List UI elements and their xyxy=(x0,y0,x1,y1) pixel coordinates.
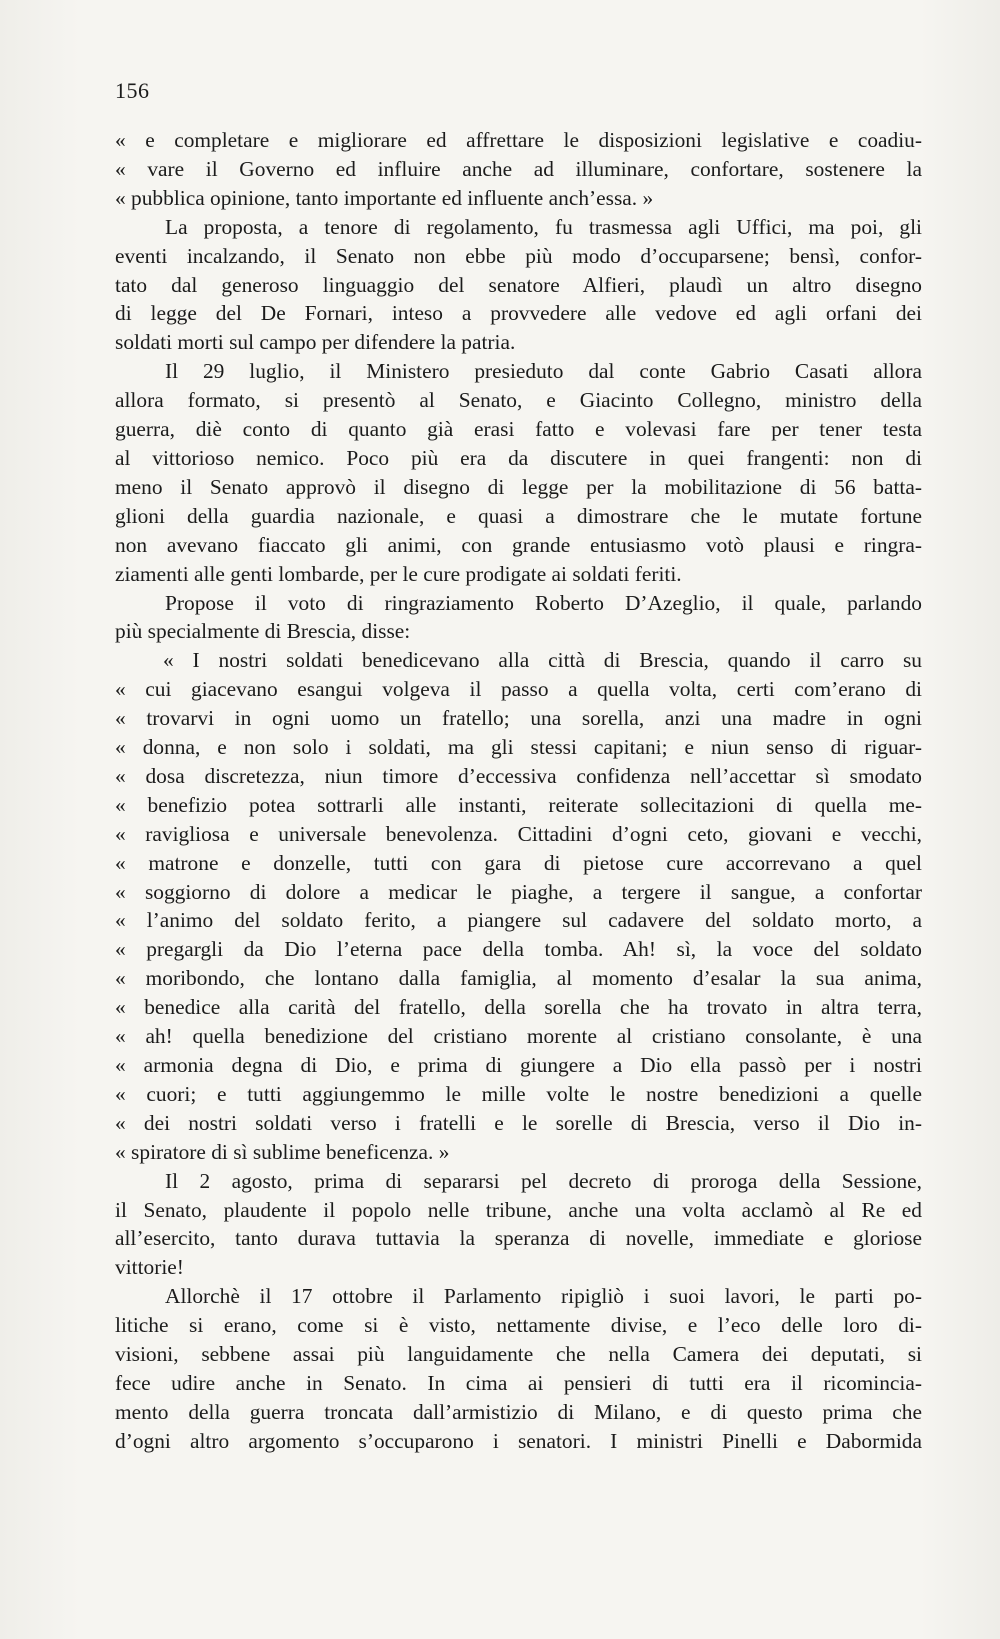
text-line: vittorie! xyxy=(115,1255,184,1280)
text-line: eventi incalzando, il Senato non ebbe più modo d’occuparsene; bensì, confor- xyxy=(115,243,922,268)
text-line: « dei nostri soldati verso i fratelli e le sorelle di Brescia, verso il Dio in- xyxy=(115,1110,922,1135)
text-line: glioni della guardia nazionale, e quasi a dimostrare che le mutate fortune xyxy=(115,503,922,528)
text-line: « cuori; e tutti aggiungemmo le mille volte le nostre benedizioni a quelle xyxy=(115,1081,922,1106)
text-line: Il 2 agosto, prima di separarsi pel decreto di proroga della Sessione, xyxy=(165,1168,922,1193)
text-line: al vittorioso nemico. Poco più era da discutere in quei frangenti: non di xyxy=(115,445,922,470)
text-line: « benefizio potea sottrarli alle instanti, reiterate sollecitazioni di quella me- xyxy=(115,792,922,817)
text-line: mento della guerra troncata dall’armistizio di Milano, e di questo prima che xyxy=(115,1399,922,1424)
text-line: Propose il voto di ringraziamento Roberto D’Azeglio, il quale, parlando xyxy=(165,590,922,615)
text-line: « pubblica opinione, tanto importante ed influente anch’essa. » xyxy=(115,185,654,210)
text-line: « benedice alla carità del fratello, della sorella che ha trovato in altra terra, xyxy=(115,995,922,1020)
page-number: 156 xyxy=(115,78,150,103)
text-line: fece udire anche in Senato. In cima ai pensieri di tutti era il ricomincia- xyxy=(115,1370,922,1395)
text-line: all’esercito, tanto durava tuttavia la speranza di novelle, immediate e gloriose xyxy=(115,1226,922,1251)
text-line: meno il Senato approvò il disegno di legge per la mobilitazione di 56 batta- xyxy=(115,474,922,499)
text-line: soldati morti sul campo per difendere la patria. xyxy=(115,330,516,355)
text-line: allora formato, si presentò al Senato, e Giacinto Collegno, ministro della xyxy=(115,388,922,413)
text-line: « dosa discretezza, niun timore d’eccessiva confidenza nell’accettar sì smodato xyxy=(115,763,922,788)
text-line: « ah! quella benedizione del cristiano morente al cristiano consolante, è una xyxy=(115,1024,922,1049)
text-line: « trovarvi in ogni uomo un fratello; una sorella, anzi una madre in ogni xyxy=(115,706,922,731)
text-line: « matrone e donzelle, tutti con gara di pietose cure accorrevano a quel xyxy=(115,850,922,875)
text-line: « donna, e non solo i soldati, ma gli stessi capitani; e niun senso di riguar- xyxy=(115,735,922,760)
text-line: « soggiorno di dolore a medicar le piaghe, a tergere il sangue, a confortar xyxy=(115,879,922,904)
text-line: litiche si erano, come si è visto, nettamente divise, e l’eco delle loro di- xyxy=(115,1313,922,1338)
text-line: non avevano fiaccato gli animi, con grande entusiasmo votò plausi e ringra- xyxy=(115,532,922,557)
text-line: il Senato, plaudente il popolo nelle tribune, anche una volta acclamò al Re ed xyxy=(115,1197,922,1222)
text-line: « e completare e migliorare ed affrettare le disposizioni legislative e coadiu- xyxy=(115,128,922,152)
text-line: « ravigliosa e universale benevolenza. Cittadini d’ogni ceto, giovani e vecchi, xyxy=(115,821,922,846)
text-line: « armonia degna di Dio, e prima di giungere a Dio ella passò per i nostri xyxy=(115,1053,922,1077)
text-line: La proposta, a tenore di regolamento, fu trasmessa agli Uffici, ma poi, gli xyxy=(165,214,922,239)
text-line: « spiratore di sì sublime beneficenza. » xyxy=(115,1139,450,1164)
text-line: « I nostri soldati benedicevano alla città di Brescia, quando il carro su xyxy=(163,648,922,673)
text-line: « moribondo, che lontano dalla famiglia, al momento d’esalar la sua anima, xyxy=(115,966,922,991)
text-line: Allorchè il 17 ottobre il Parlamento ripigliò i suoi lavori, le parti po- xyxy=(165,1284,922,1309)
text-line: ziamenti alle genti lombarde, per le cure prodigate ai soldati feriti. xyxy=(115,561,682,586)
body-text xyxy=(115,126,922,1456)
text-line: più specialmente di Brescia, disse: xyxy=(115,619,411,644)
text-line: « l’animo del soldato ferito, a piangere sul cadavere del soldato morto, a xyxy=(115,908,922,933)
text-line: « cui giacevano esangui volgeva il passo a quella volta, certi com’erano di xyxy=(115,677,922,702)
text-line: d’ogni altro argomento s’occuparono i senatori. I ministri Pinelli e Dabormida xyxy=(115,1428,922,1453)
text-line: guerra, diè conto di quanto già erasi fatto e volevasi fare per tener testa xyxy=(115,417,922,442)
text-line: visioni, sebbene assai più languidamente che nella Camera dei deputati, si xyxy=(115,1342,922,1367)
text-line: tato dal generoso linguaggio del senatore Alfieri, plaudì un altro disegno xyxy=(115,272,922,297)
text-line: Il 29 luglio, il Ministero presieduto dal conte Gabrio Casati allora xyxy=(165,359,922,384)
text-line: di legge del De Fornari, inteso a provvedere alle vedove ed agli orfani dei xyxy=(115,301,922,326)
text-line: « vare il Governo ed influire anche ad illuminare, confortare, sostenere la xyxy=(115,156,922,181)
text-line: « pregargli da Dio l’eterna pace della tomba. Ah! sì, la voce del soldato xyxy=(115,937,922,962)
